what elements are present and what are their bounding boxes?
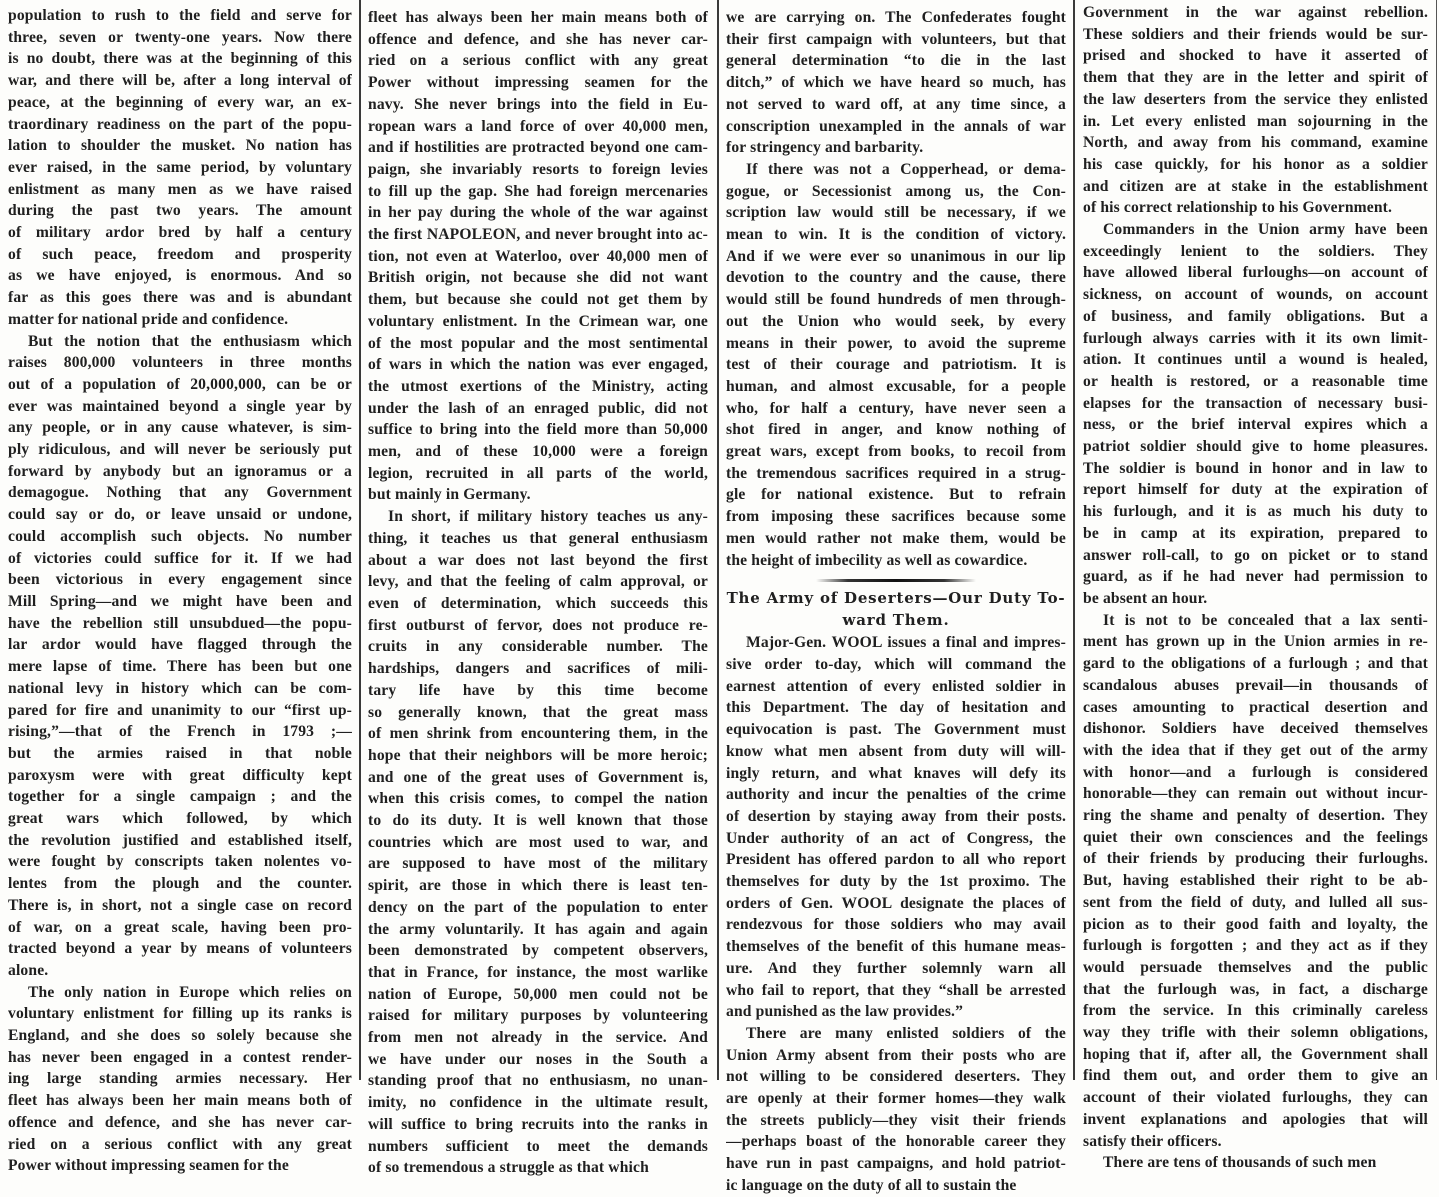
text-line: ditch,” of which we have heard so much, has [726, 74, 1066, 92]
text-line: of so tremendous a struggle as that which [368, 1159, 649, 1177]
text-line: If there was not a Copperhead, or dema- [746, 160, 1066, 178]
text-line: fleet has always been her main means both of [8, 1092, 352, 1110]
text-line: and citizen are at stake in the establishment [1083, 177, 1428, 195]
text-line: the army voluntarily. It has again and again [368, 920, 708, 938]
text-line: that in France, for instance, the most warlike [368, 963, 708, 981]
text-line: be in camp at its expiration, prepared to [1083, 524, 1428, 542]
text-line: The soldier is bound in honor and in law to [1083, 459, 1428, 477]
headline-rule [816, 579, 976, 582]
paragraph [1083, 2, 1428, 219]
text-line: so generally known, that the great mass [368, 703, 708, 721]
text-line: have run in past campaigns, and hold patriot- [726, 1155, 1066, 1173]
text-line: them that they are in the letter and spirit of [1083, 69, 1428, 87]
text-line: will suffice to bring recruits into the ranks in [368, 1115, 708, 1133]
text-line: rising,”—that of the French in 1793 ;— [8, 723, 352, 741]
text-line: guard, as if he had never had permission to [1083, 568, 1428, 586]
text-line: under the lash of an enraged public, did not [368, 399, 708, 417]
text-line: Major-Gen. WOOL issues a final and impres- [746, 634, 1066, 652]
text-line: during the past two years. The amount [8, 202, 352, 220]
text-line: with the idea that if they get out of the army [1083, 741, 1428, 759]
text-line: are openly at their former homes—they walk [726, 1090, 1066, 1108]
text-line: And if we were ever so unanimous in our lip [726, 247, 1066, 265]
text-line: These soldiers and their friends would be sur- [1083, 25, 1428, 43]
text-line: peace, at the beginning of every war, an ex- [8, 93, 352, 111]
text-line: Government in the war against rebellion. [1083, 4, 1428, 21]
text-line: his case quickly, for his honor as a soldier [1083, 155, 1428, 173]
text-line: national levy in history which can be com- [8, 679, 352, 697]
article-headline [726, 588, 1066, 631]
text-line: hardships, dangers and sacrifices of mili- [368, 660, 708, 678]
text-line: of such peace, freedom and prosperity [8, 245, 352, 263]
text-line: ever was maintained beyond a single year by [8, 397, 352, 415]
text-line: thing, it teaches us that general enthusiasm [368, 529, 708, 547]
text-line: that the furlough was, in fact, a discharge [1083, 980, 1428, 998]
paragraph [1083, 1152, 1428, 1174]
text-line: from the service. In this criminally careless [1083, 1002, 1428, 1020]
text-line: satisfy their officers. [1083, 1132, 1222, 1150]
text-line: earnest attention of every enlisted soldier in [726, 677, 1066, 695]
text-line: we are carrying on. The Confederates fought [726, 9, 1066, 26]
text-line: Commanders in the Union army have been [1103, 221, 1428, 239]
text-line: offence and defence, and she has never car- [8, 1113, 352, 1131]
text-line: and if hostilities are protracted beyond one cam- [368, 139, 708, 157]
text-line: not served to ward off, at any time since, a [726, 95, 1066, 113]
column-4 [1083, 2, 1428, 1172]
text-line: hoping that if, after all, the Government shall [1083, 1045, 1428, 1063]
text-line: ing large standing armies necessary. Her [8, 1070, 352, 1088]
text-line: ation. It continues until a wound is healed, [1083, 351, 1428, 369]
text-line: been demonstrated by competent observers, [368, 942, 708, 960]
text-line: invent explanations and apologies that will [1083, 1110, 1428, 1128]
text-line: would persuade themselves and the public [1083, 958, 1428, 976]
text-line: mere lapse of time. There has been but one [8, 658, 352, 676]
text-line: could say or do, or leave unsaid or undone, [8, 506, 352, 524]
text-line: ply ridiculous, and will never be seriously put [8, 441, 352, 459]
text-line: Union Army absent from their posts who are [726, 1046, 1066, 1064]
text-line: President has offered pardon to all who report [726, 851, 1066, 869]
text-line: ried on a serious conflict with any great [8, 1135, 352, 1153]
text-line: his furlough, and it is as much his duty to [1083, 503, 1428, 521]
column-3-after [726, 632, 1066, 1196]
text-line: to fill up the gap. She had foreign mercenaries [368, 182, 708, 200]
text-line: ring the shame and penalty of desertion. They [1083, 807, 1428, 825]
text-line: elapses for the transaction of necessary busi- [1083, 394, 1428, 412]
text-line: them, but because she could not get them by [368, 291, 708, 309]
text-line: raised for military purposes by volunteering [368, 1007, 708, 1025]
column-1 [8, 5, 352, 1175]
text-line: standing proof that no enthusiasm, no unan- [368, 1072, 708, 1090]
text-line: sent from the field of duty, and lulled all sus- [1083, 893, 1428, 911]
text-line: of men shrink from encountering them, in the [368, 725, 708, 743]
text-line: tion, not even at Waterloo, over 40,000 men of [368, 247, 708, 265]
text-line: ness, or the brief interval expires which a [1083, 416, 1428, 434]
text-line: with honor—and a furlough is considered [1083, 763, 1428, 781]
text-line: sive order to-day, which will command the [726, 655, 1066, 673]
text-line: exceedingly lenient to the soldiers. They [1083, 242, 1428, 260]
column-divider [1073, 0, 1075, 1080]
text-line: the first NAPOLEON, and never brought into ac- [368, 226, 708, 244]
text-line: ingly return, and what knaves will defy its [726, 764, 1066, 782]
text-line: scription law would still be necessary, if we [726, 204, 1066, 222]
text-line: alone. [8, 961, 49, 979]
text-line: the tremendous sacrifices required in a strug- [726, 464, 1066, 482]
text-line: paroxysm were with great difficulty kept [8, 766, 352, 784]
column-2 [368, 7, 708, 1177]
text-line: British origin, not because she did not want [368, 269, 708, 287]
text-line: of military ardor bred by half a century [8, 224, 352, 242]
text-line: It is not to be concealed that a lax senti- [1103, 611, 1428, 629]
text-line: themselves of the benefit of this humane meas- [726, 938, 1066, 956]
text-line: are supposed to have most of the military [368, 855, 708, 873]
text-line: demagogue. Nothing that any Government [8, 484, 352, 502]
text-line: scandalous abuses prevail—in thousands of [1083, 676, 1428, 694]
text-line: prised and shocked to have it asserted of [1083, 47, 1428, 65]
text-line: lation to shoulder the musket. No nation has [8, 137, 352, 155]
column-3 [726, 7, 1066, 1194]
text-line: England, and she does so solely because she [8, 1027, 352, 1045]
text-line: in. Let every enlisted man sojourning in the [1083, 112, 1428, 130]
text-line: even of determination, which succeeds this [368, 594, 708, 612]
text-line: gle for national existence. But to refrain [726, 486, 1066, 504]
text-line: find them out, and order them to give an [1083, 1067, 1428, 1085]
text-line: to do its duty. It is well known that those [368, 812, 708, 830]
text-line: as we have enjoyed, is enormous. And so [8, 267, 352, 285]
text-line: war, and there will be, after a long interval of [8, 72, 352, 90]
text-line: shot fired in anger, and know nothing of [726, 421, 1066, 439]
paragraph [8, 982, 352, 1177]
text-line: Power without impressing seamen for the [8, 1157, 289, 1175]
column-3-before [726, 7, 1066, 571]
text-line: ever raised, in the same period, by voluntary [8, 158, 352, 176]
text-line: dishonor. Soldiers have deceived themselves [1083, 720, 1428, 738]
text-line: were fought by conscripts taken nolentes vo- [8, 853, 352, 871]
text-line: Mill Spring—and we might have been and [8, 592, 352, 610]
text-line: gard to the obligations of a furlough ; and that [1083, 655, 1428, 673]
text-line: from men not already in the service. And [368, 1029, 708, 1047]
headline-line: ward Them. [842, 611, 950, 630]
text-line: ropean wars a land force of over 40,000 men, [368, 117, 708, 135]
text-line: great wars which followed, by which [8, 810, 352, 828]
text-line: ic language on the duty of all to sustain the [726, 1176, 1017, 1194]
text-line: mean to win. It is the condition of victory. [726, 226, 1066, 244]
text-line: be absent an hour. [1083, 589, 1208, 607]
text-line: picion as to their good faith and loyalty, the [1083, 915, 1428, 933]
text-line: lar ardor would have flagged through the [8, 636, 352, 654]
text-line: men, and of these 10,000 were a foreign [368, 443, 708, 461]
paragraph [726, 159, 1066, 571]
text-line: orders of Gen. WOOL designate the places of [726, 894, 1066, 912]
text-line: of war, on a great scale, having been pro- [8, 918, 352, 936]
text-line: out the Union who would seek, by every [726, 312, 1066, 330]
text-line: raises 800,000 volunteers in three months [8, 354, 352, 372]
text-line: patriot soldier should give to home pleasures. [1083, 438, 1428, 456]
text-line: matter for national pride and confidence. [8, 310, 289, 328]
text-line: traordinary readiness on the part of the popu- [8, 115, 352, 133]
paragraph [726, 632, 1066, 1023]
text-line: and punished as the law provides.” [726, 1003, 964, 1021]
text-line: first outburst of fervor, does not produce re- [368, 616, 708, 634]
text-line: report himself for duty at the expiration of [1083, 481, 1428, 499]
text-line: levy, and that the feeling of calm approval, or [368, 573, 708, 591]
text-line: But the notion that the enthusiasm which [28, 332, 352, 350]
text-line: voluntary enlistment. In the Crimean war, one [368, 312, 708, 330]
text-line: ure. And they further solemnly warn all [726, 959, 1066, 977]
paragraph [1083, 610, 1428, 1153]
text-line: about a war does not last beyond the first [368, 551, 708, 569]
text-line: means in their power, to avoid the supreme [726, 334, 1066, 352]
text-line: spirit, are those in which there is least ten- [368, 877, 708, 895]
headline-line: The Army of Deserters—Our Duty To- [726, 589, 1066, 608]
text-line: pared for fire and unanimity to our “first up- [8, 701, 352, 719]
text-line: numbers sufficient to meet the demands [368, 1137, 708, 1155]
text-line: forward by anybody but an ignoramus or a [8, 462, 352, 480]
text-line: the law deserters from the service they enlisted [1083, 90, 1428, 108]
text-line: the utmost exertions of the Ministry, acting [368, 377, 708, 395]
text-line: been victorious in every engagement since [8, 571, 352, 589]
text-line: In short, if military history teaches us any- [388, 508, 708, 526]
text-line: honorable—they can remain out without incur- [1083, 785, 1428, 803]
text-line: offence and defence, and she has never car- [368, 30, 708, 48]
text-line: the revolution justified and established itself, [8, 831, 352, 849]
text-line: for stringency and barbarity. [726, 139, 924, 157]
text-line: gogue, or Secessionist among us, the Con- [726, 182, 1066, 200]
text-line: general determination “to die in the last [726, 52, 1066, 70]
paragraph [368, 7, 708, 506]
column-divider [717, 0, 719, 1080]
text-line: but the armies raised in that noble [8, 744, 352, 762]
text-line: of their friends by producing their furloughs. [1083, 850, 1428, 868]
text-line: North, and away from his command, examine [1083, 134, 1428, 152]
text-line: far as this goes there was and is abundant [8, 289, 352, 307]
text-line: devotion to the country and the cause, there [726, 269, 1066, 287]
text-line: But, having established their right to be ab- [1083, 872, 1428, 890]
text-line: together for a single campaign ; and the [8, 788, 352, 806]
text-line: when this crisis comes, to compel the nation [368, 790, 708, 808]
text-line: could accomplish such objects. No number [8, 527, 352, 545]
text-line: rendezvous for those soldiers who may avail [726, 916, 1066, 934]
text-line: test of their courage and patriotism. It is [726, 356, 1066, 374]
text-line: authority and incur the penalties of the crime [726, 786, 1066, 804]
text-line: dency on the part of the population to enter [368, 898, 708, 916]
text-line: furlough always carries with it its own limit- [1083, 329, 1428, 347]
text-line: this Department. The day of hesitation and [726, 699, 1066, 717]
text-line: There are tens of thousands of such men [1103, 1154, 1377, 1172]
text-line: of his correct relationship to his Government. [1083, 199, 1393, 217]
text-line: ried on a serious conflict with any great [368, 52, 708, 70]
text-line: sickness, on account of wounds, on account [1083, 286, 1428, 304]
text-line: the height of imbecility as well as cowardice. [726, 551, 1028, 569]
paragraph [726, 1023, 1066, 1197]
paragraph [726, 7, 1066, 159]
text-line: who fail to report, that they “shall be arrested [726, 981, 1066, 999]
text-line: enlistment as many men as we have raised [8, 180, 352, 198]
text-line: and one of the great uses of Government is, [368, 768, 708, 786]
text-line: way they trifle with their solemn obligations, [1083, 1024, 1428, 1042]
text-line: their first campaign with volunteers, but that [726, 30, 1066, 48]
text-line: any people, or in any cause whatever, is sim- [8, 419, 352, 437]
text-line: is no doubt, there was at the beginning of this [8, 50, 352, 68]
text-line: paign, she invariably resorts to foreign levies [368, 160, 708, 178]
text-line: who, for half a century, have never seen a [726, 399, 1066, 417]
text-line: navy. She never brings into the field in Eu- [368, 95, 708, 113]
text-line: but mainly in Germany. [368, 486, 531, 504]
text-line: countries which are most used to war, and [368, 833, 708, 851]
paragraph [368, 506, 708, 1179]
text-line: Power without impressing seamen for the [368, 74, 708, 92]
text-line: of the most popular and the most sentimental [368, 334, 708, 352]
text-line: the streets publicly—they visit their friends [726, 1111, 1066, 1129]
text-line: of victories could suffice for it. If we had [8, 549, 352, 567]
text-line: conscription unexampled in the annals of war [726, 117, 1066, 135]
text-line: equivocation is past. The Government must [726, 721, 1066, 739]
text-line: legion, recruited in all parts of the world, [368, 464, 708, 482]
text-line: has never been engaged in a contest render- [8, 1048, 352, 1066]
text-line: There are many enlisted soldiers of the [746, 1024, 1066, 1042]
text-line: furlough is forgotten ; and they act as if they [1083, 937, 1428, 955]
text-line: of desertion by staying away from their posts. [726, 807, 1066, 825]
text-line: in her pay during the whole of the war against [368, 204, 708, 222]
text-line: or health is restored, or a reasonable time [1083, 372, 1428, 390]
text-line: account of their violated furloughs, they can [1083, 1089, 1428, 1107]
text-line: out of a population of 20,000,000, can be or [8, 375, 352, 393]
paragraph [1083, 219, 1428, 610]
column-divider [1436, 0, 1437, 1080]
text-line: know what men absent from duty will will- [726, 742, 1066, 760]
text-line: hope that their neighbors will be more heroic; [368, 746, 708, 764]
text-line: —perhaps boast of the honorable career they [726, 1133, 1066, 1151]
text-line: ment has grown up in the Union armies in re- [1083, 633, 1428, 651]
text-line: we have under our noses in the South a [368, 1050, 708, 1068]
text-line: lentes from the plough and the counter. [8, 875, 352, 893]
text-line: from imposing these sacrifices because some [726, 508, 1066, 526]
text-line: themselves for duty by the 1st proximo. The [726, 873, 1066, 891]
text-line: nation of Europe, 50,000 men could not be [368, 985, 708, 1003]
text-line: The only nation in Europe which relies on [28, 983, 352, 1001]
text-line: have allowed liberal furloughs—on account of [1083, 264, 1428, 282]
text-line: of business, and family obligations. But a [1083, 307, 1428, 325]
text-line: suffice to bring into the field more than 50,000 [368, 421, 708, 439]
text-line: imity, no confidence in the ultimate result, [368, 1094, 708, 1112]
text-line: of wars in which the nation was ever engaged, [368, 356, 708, 374]
column-divider [359, 0, 361, 1080]
text-line: three, seven or twenty-one years. Now there [8, 28, 352, 46]
text-line: quiet their own consciences and the feelings [1083, 828, 1428, 846]
text-line: tracted beyond a year by means of volunteers [8, 940, 352, 958]
text-line: have the rebellion still unsubdued—the popu- [8, 614, 352, 632]
text-line: great wars, except from books, to recoil from [726, 443, 1066, 461]
text-line: not willing to be considered deserters. They [726, 1068, 1066, 1086]
text-line: answer roll-call, to go on picket or to stand [1083, 546, 1428, 564]
text-line: fleet has always been her main means both of [368, 9, 708, 26]
paragraph [8, 331, 352, 982]
paragraph [8, 5, 352, 331]
text-line: voluntary enlistment for filling up its ranks is [8, 1005, 352, 1023]
text-line: cruits in any considerable number. The [368, 638, 708, 656]
text-line: tary life have by this time become [368, 681, 708, 699]
text-line: would still be found hundreds of men through- [726, 291, 1066, 309]
text-line: cases amounting to practical desertion and [1083, 698, 1428, 716]
text-line: population to rush to the field and serve for [8, 7, 352, 24]
text-line: human, and almost excusable, for a people [726, 377, 1066, 395]
text-line: There is, in short, not a single case on record [8, 896, 352, 914]
text-line: men would rather not make them, would be [726, 529, 1066, 547]
text-line: Under authority of an act of Congress, the [726, 829, 1066, 847]
